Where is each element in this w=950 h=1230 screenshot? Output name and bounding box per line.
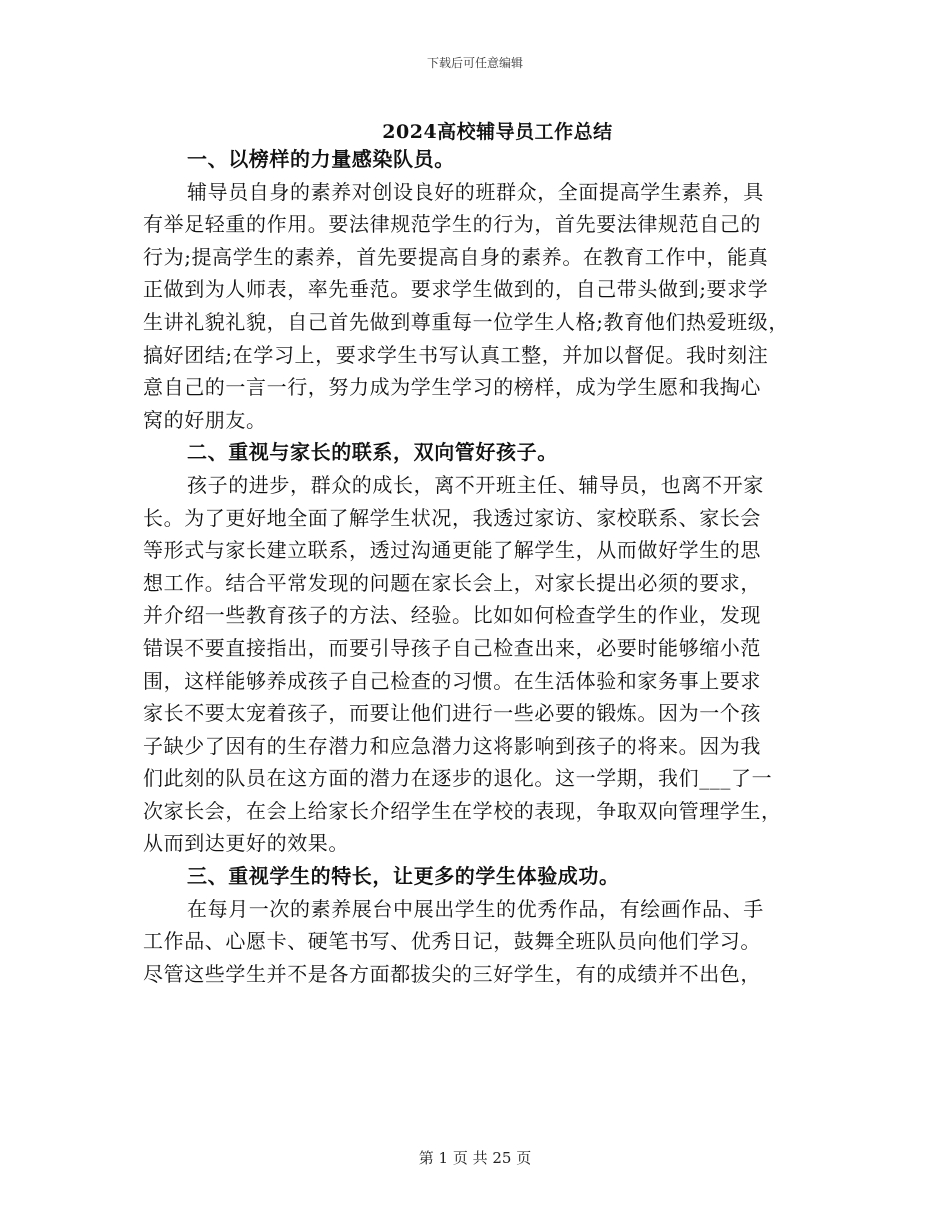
paragraph-line: 意自己的一言一行，努力成为学生学习的榜样，成为学生愿和我掏心 — [143, 375, 761, 400]
paragraph-line: 孩子的进步，群众的成长，离不开班主任、辅导员，也离不开家 — [187, 472, 764, 497]
paragraph-line: 错误不要直接指出，而要引导孩子自己检查出来，必要时能够缩小范 — [143, 635, 761, 660]
paragraph-line: 工作品、心愿卡、硬笔书写、优秀日记，鼓舞全班队员向他们学习。 — [143, 929, 761, 954]
paragraph-line: 生讲礼貌礼貌，自己首先做到尊重每一位学生人格;教育他们热爱班级， — [143, 309, 789, 334]
paragraph-line: 搞好团结;在学习上，要求学生书写认真工整，并加以督促。我时刻注 — [143, 342, 769, 367]
section-heading: 三、重视学生的特长，让更多的学生体验成功。 — [187, 864, 620, 889]
paragraph-line: 有举足轻重的作用。要法律规范学生的行为，首先要法律规范自己的 — [143, 212, 761, 237]
paragraph-line: 子缺少了因有的生存潜力和应急潜力这将影响到孩子的将来。因为我 — [143, 733, 761, 758]
paragraph-line: 窝的好朋友。 — [143, 407, 267, 432]
paragraph-line: 尽管这些学生并不是各方面都拔尖的三好学生，有的成绩并不出色， — [143, 961, 761, 986]
document-title: 2024高校辅导员工作总结 — [382, 121, 613, 143]
section-heading: 一、以榜样的力量感染队员。 — [187, 147, 455, 171]
section-heading: 二、重视与家长的联系，双向管好孩子。 — [187, 440, 558, 465]
paragraph-line: 家长不要太宠着孩子，而要让他们进行一些必要的锻炼。因为一个孩 — [143, 701, 761, 726]
paragraph-line: 围，这样能够养成孩子自己检查的习惯。在生活体验和家务事上要求 — [143, 668, 761, 693]
paragraph-line: 在每月一次的素养展台中展出学生的优秀作品，有绘画作品、手 — [187, 896, 764, 921]
paragraph-line: 从而到达更好的效果。 — [143, 831, 349, 856]
paragraph-line: 想工作。结合平常发现的问题在家长会上，对家长提出必须的要求， — [143, 570, 761, 595]
paragraph-line: 辅导员自身的素养对创设良好的班群众，全面提高学生素养，具 — [187, 179, 764, 204]
header-note: 下载后可任意编辑 — [426, 56, 523, 70]
paragraph-line: 长。为了更好地全面了解学生状况，我透过家访、家校联系、家长会 — [143, 505, 761, 530]
paragraph-line: 正做到为人师表，率先垂范。要求学生做到的，自己带头做到;要求学 — [143, 277, 769, 302]
page-footer: 第 1 页 共 25 页 — [418, 1149, 532, 1167]
paragraph-line: 次家长会，在会上给家长介绍学生在学校的表现，争取双向管理学生， — [143, 798, 782, 823]
paragraph-line: 们此刻的队员在这方面的潜力在逐步的退化。这一学期，我们___了一 — [143, 766, 773, 791]
paragraph-line: 等形式与家长建立联系，透过沟通更能了解学生，从而做好学生的思 — [143, 538, 761, 563]
paragraph-line: 行为;提高学生的素养，首先要提高自身的素养。在教育工作中，能真 — [143, 244, 769, 269]
paragraph-line: 并介绍一些教育孩子的方法、经验。比如如何检查学生的作业，发现 — [143, 603, 761, 628]
document-body — [143, 143, 811, 990]
